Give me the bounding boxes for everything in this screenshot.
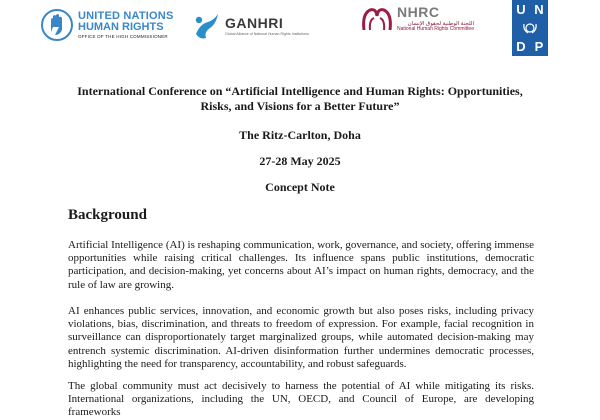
venue: The Ritz-Carlton, Doha (239, 128, 361, 142)
title-line2: Risks, and Visions for a Better Future” (200, 99, 400, 113)
un-human-rights-logo (40, 8, 173, 42)
hand-figure-icon (190, 10, 222, 42)
undp-letter-n: N (534, 2, 544, 17)
nhrc-logo (360, 4, 474, 34)
undp-box (512, 0, 548, 56)
ganhri-subtitle: Global Alliance of National Human Rights Institutions (225, 32, 309, 36)
undp-letter-d: D (516, 38, 526, 54)
title-line1: International Conference on “Artificial Intelligence and Human Rights: Opportunities, (77, 84, 523, 98)
un-line1: UNITED NATIONS (78, 9, 174, 22)
undp-letter-p: P (534, 38, 544, 54)
paragraph: Artificial Intelligence (AI) is reshaping communication, work, governance, and society, offering immense opportunities while raising critical challenges. Its influence spans public institutions, democratic participation, and decision-making, yet concerns about AI’s impact on human rights, democracy, and the rule of law are growing. (68, 239, 534, 291)
undp-logo (512, 0, 548, 56)
logo-bar (0, 0, 600, 64)
un-emblem-hand-icon (40, 8, 74, 42)
nhrc-emblem-icon (360, 4, 394, 34)
nhrc-name: NHRC (397, 4, 440, 21)
conference-date: 27-28 May 2025 (259, 154, 341, 168)
document-type: Concept Note (265, 180, 335, 194)
un-line2: HUMAN RIGHTS (78, 20, 164, 33)
undp-emblem (512, 19, 548, 37)
paragraph: The global community must act decisively to harness the potential of AI while mitigating its risks. International organizations, including the UN, OECD, and Council of Europe, are developing frameworks (68, 380, 534, 419)
nhrc-arabic: اللجنة الوطنية لحقوق الإنسان (407, 21, 474, 28)
paragraph: AI enhances public services, innovation, and economic growth but also poses risks, including privacy violations, bias, discrimination, and threats to freedom of expression. For example, facial recognition in surveillance can disproportionately target marginalized groups, while automated decision-making may entrench systemic discrimination. AI-driven disinformation further undermines democratic processes, highlighting the need for transparency, accountability, and robust safeguards. (68, 305, 534, 370)
section-heading: Background (68, 207, 147, 223)
nhrc-english: National Human Rights Committee (397, 26, 474, 33)
conference-title (0, 84, 600, 114)
ganhri-name: GANHRI (225, 15, 284, 31)
un-line3: OFFICE OF THE HIGH COMMISSIONER (78, 33, 168, 39)
un-wreath-icon (522, 21, 538, 35)
undp-letter-u: U (516, 2, 526, 17)
ganhri-logo (190, 10, 309, 42)
